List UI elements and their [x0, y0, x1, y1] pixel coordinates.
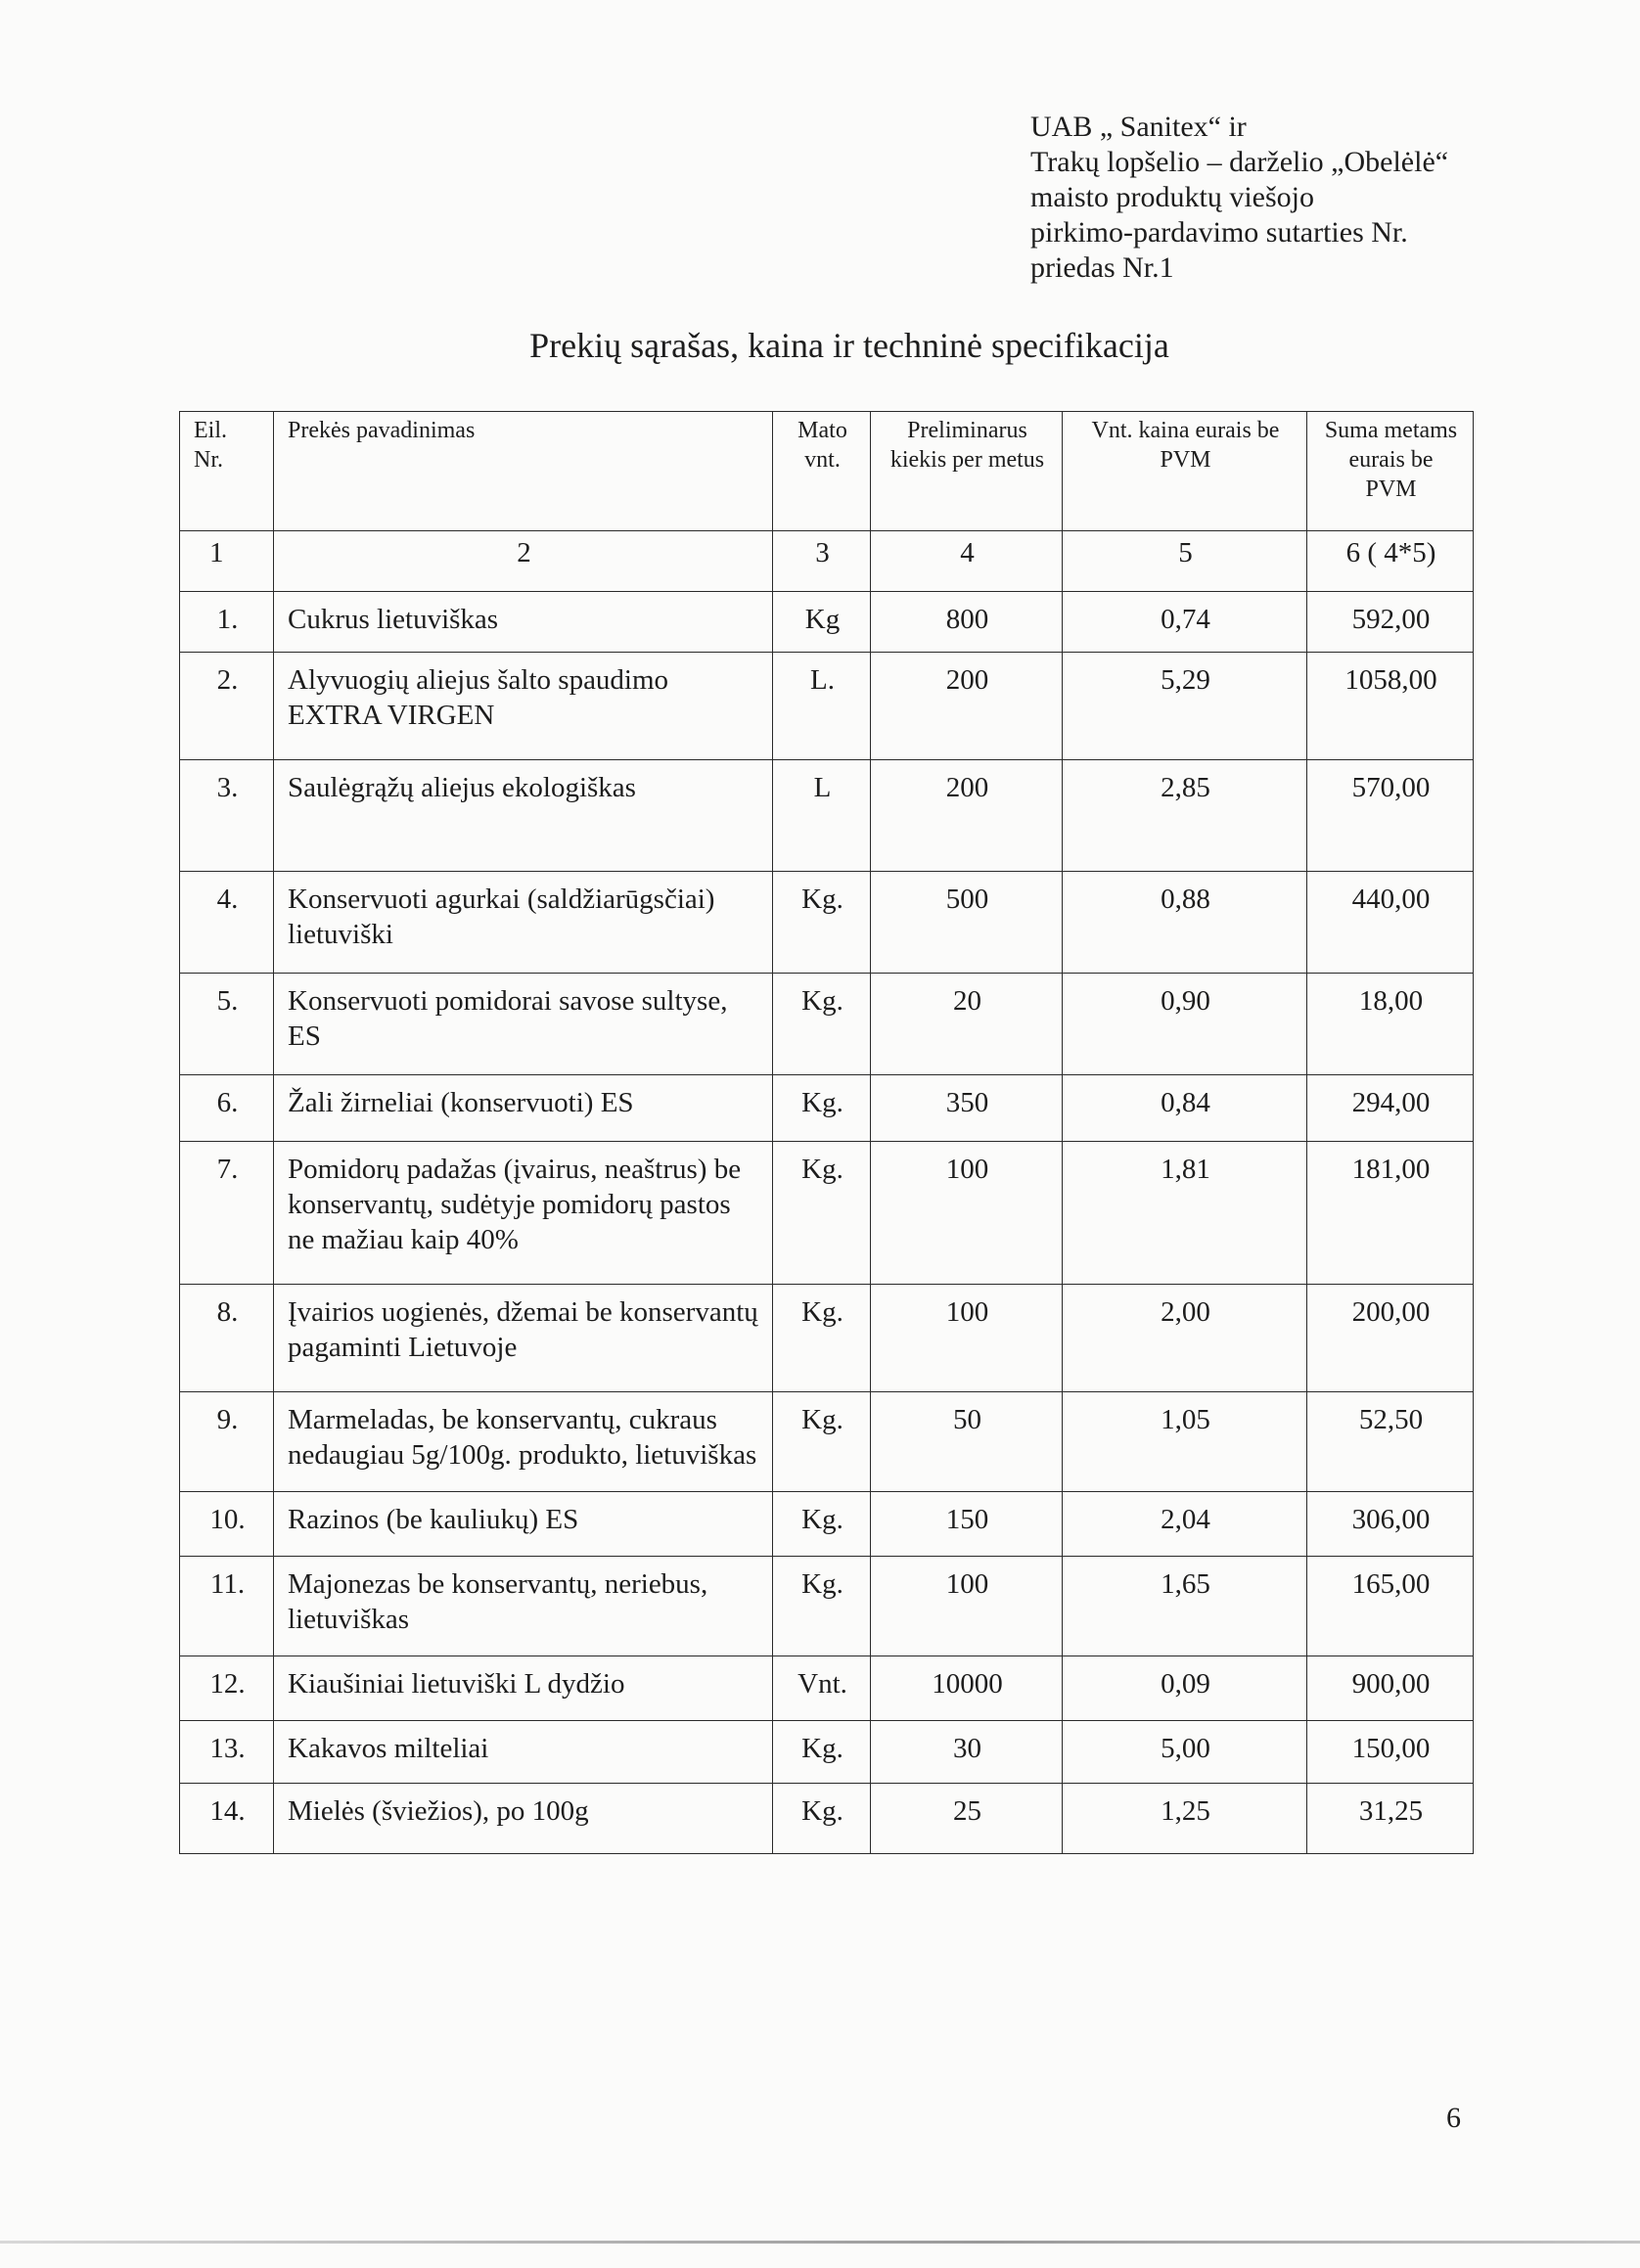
unit-of-measure: L.: [773, 653, 871, 760]
annual-sum: 592,00: [1307, 592, 1474, 653]
column-number: 1: [180, 531, 274, 592]
annual-sum: 31,25: [1307, 1784, 1474, 1854]
preliminary-quantity: 100: [871, 1557, 1063, 1656]
product-name: Žali žirneliai (konservuoti) ES: [274, 1075, 773, 1142]
annual-sum: 1058,00: [1307, 653, 1474, 760]
table-row: [180, 1075, 1474, 1142]
row-number: 4.: [180, 872, 274, 974]
unit-of-measure: Kg.: [773, 1721, 871, 1784]
column-number: 3: [773, 531, 871, 592]
annual-sum: 294,00: [1307, 1075, 1474, 1142]
product-name: Saulėgrąžų aliejus ekologiškas: [274, 760, 773, 872]
unit-of-measure: Kg.: [773, 1392, 871, 1492]
unit-price: 2,85: [1063, 760, 1307, 872]
unit-price: 0,84: [1063, 1075, 1307, 1142]
annual-sum: 52,50: [1307, 1392, 1474, 1492]
product-name: Konservuoti agurkai (saldžiarūgsčiai) lietuviški: [274, 872, 773, 974]
column-number: 2: [274, 531, 773, 592]
preliminary-quantity: 350: [871, 1075, 1063, 1142]
table-row: [180, 1721, 1474, 1784]
table-row: [180, 592, 1474, 653]
header-price: Vnt. kaina eurais be PVM: [1063, 412, 1307, 531]
row-number: 2.: [180, 653, 274, 760]
row-number: 7.: [180, 1142, 274, 1285]
preliminary-quantity: 150: [871, 1492, 1063, 1557]
table-row: [180, 1656, 1474, 1721]
preliminary-quantity: 10000: [871, 1656, 1063, 1721]
table-row: [180, 760, 1474, 872]
preliminary-quantity: 50: [871, 1392, 1063, 1492]
annual-sum: 200,00: [1307, 1285, 1474, 1392]
annual-sum: 570,00: [1307, 760, 1474, 872]
annual-sum: 18,00: [1307, 974, 1474, 1075]
table-header-row: [180, 412, 1474, 531]
unit-price: 0,74: [1063, 592, 1307, 653]
header-line: UAB „ Sanitex“ ir: [1030, 111, 1247, 143]
column-number: 6 ( 4*5): [1307, 531, 1474, 592]
table-row: [180, 1557, 1474, 1656]
row-number: 6.: [180, 1075, 274, 1142]
unit-price: 1,81: [1063, 1142, 1307, 1285]
preliminary-quantity: 30: [871, 1721, 1063, 1784]
annual-sum: 440,00: [1307, 872, 1474, 974]
product-name: Įvairios uogienės, džemai be konservantų pagaminti Lietuvoje: [274, 1285, 773, 1392]
preliminary-quantity: 20: [871, 974, 1063, 1075]
preliminary-quantity: 500: [871, 872, 1063, 974]
product-name: Konservuoti pomidorai savose sultyse, ES: [274, 974, 773, 1075]
unit-price: 1,65: [1063, 1557, 1307, 1656]
product-name: Kakavos milteliai: [274, 1721, 773, 1784]
column-number: 4: [871, 531, 1063, 592]
preliminary-quantity: 200: [871, 760, 1063, 872]
product-name: Mielės (šviežios), po 100g: [274, 1784, 773, 1854]
header-name: Prekės pavadinimas: [274, 412, 773, 531]
row-number: 14.: [180, 1784, 274, 1854]
unit-price: 0,88: [1063, 872, 1307, 974]
unit-price: 1,25: [1063, 1784, 1307, 1854]
row-number: 12.: [180, 1656, 274, 1721]
column-number-row: [180, 531, 1474, 592]
specification-table: [179, 411, 1474, 1854]
annual-sum: 900,00: [1307, 1656, 1474, 1721]
unit-price: 2,04: [1063, 1492, 1307, 1557]
preliminary-quantity: 25: [871, 1784, 1063, 1854]
page-number: 6: [1446, 2102, 1461, 2134]
row-number: 9.: [180, 1392, 274, 1492]
annual-sum: 181,00: [1307, 1142, 1474, 1285]
header-sum: Suma metams eurais be PVM: [1307, 412, 1474, 531]
column-number: 5: [1063, 531, 1307, 592]
product-name: Majonezas be konservantų, neriebus, lietuviškas: [274, 1557, 773, 1656]
unit-of-measure: L: [773, 760, 871, 872]
preliminary-quantity: 800: [871, 592, 1063, 653]
table-row: [180, 974, 1474, 1075]
header-line: pirkimo-pardavimo sutarties Nr.: [1030, 216, 1408, 249]
unit-price: 2,00: [1063, 1285, 1307, 1392]
annual-sum: 165,00: [1307, 1557, 1474, 1656]
unit-price: 1,05: [1063, 1392, 1307, 1492]
unit-of-measure: Kg.: [773, 1285, 871, 1392]
unit-of-measure: Kg.: [773, 974, 871, 1075]
document-header: [1030, 110, 1448, 286]
table-row: [180, 653, 1474, 760]
unit-of-measure: Kg.: [773, 1492, 871, 1557]
preliminary-quantity: 200: [871, 653, 1063, 760]
unit-of-measure: Kg.: [773, 1784, 871, 1854]
row-number: 1.: [180, 592, 274, 653]
unit-price: 5,00: [1063, 1721, 1307, 1784]
row-number: 8.: [180, 1285, 274, 1392]
unit-price: 5,29: [1063, 653, 1307, 760]
row-number: 11.: [180, 1557, 274, 1656]
product-name: Pomidorų padažas (įvairus, neaštrus) be konservantų, sudėtyje pomidorų pastos ne mažiau kaip 40%: [274, 1142, 773, 1285]
annual-sum: 150,00: [1307, 1721, 1474, 1784]
preliminary-quantity: 100: [871, 1142, 1063, 1285]
header-line: Trakų lopšelio – darželio „Obelėlė“: [1030, 146, 1449, 178]
preliminary-quantity: 100: [871, 1285, 1063, 1392]
row-number: 10.: [180, 1492, 274, 1557]
row-number: 3.: [180, 760, 274, 872]
annual-sum: 306,00: [1307, 1492, 1474, 1557]
page-title: Prekių sąrašas, kaina ir techninė specifikacija: [529, 326, 1169, 365]
table-row: [180, 1285, 1474, 1392]
unit-of-measure: Kg: [773, 592, 871, 653]
unit-of-measure: Kg.: [773, 1142, 871, 1285]
unit-of-measure: Kg.: [773, 1557, 871, 1656]
table-row: [180, 1784, 1474, 1854]
table-row: [180, 1492, 1474, 1557]
row-number: 13.: [180, 1721, 274, 1784]
product-name: Kiaušiniai lietuviški L dydžio: [274, 1656, 773, 1721]
table-row: [180, 1392, 1474, 1492]
header-line: maisto produktų viešojo: [1030, 181, 1314, 213]
row-number: 5.: [180, 974, 274, 1075]
header-line: priedas Nr.1: [1030, 251, 1174, 284]
unit-price: 0,90: [1063, 974, 1307, 1075]
product-name: Cukrus lietuviškas: [274, 592, 773, 653]
table-row: [180, 1142, 1474, 1285]
table-row: [180, 872, 1474, 974]
product-name: Alyvuogių aliejus šalto spaudimo EXTRA VIRGEN: [274, 653, 773, 760]
product-name: Razinos (be kauliukų) ES: [274, 1492, 773, 1557]
unit-of-measure: Kg.: [773, 872, 871, 974]
unit-of-measure: Kg.: [773, 1075, 871, 1142]
unit-price: 0,09: [1063, 1656, 1307, 1721]
header-unit: Mato vnt.: [773, 412, 871, 531]
unit-of-measure: Vnt.: [773, 1656, 871, 1721]
product-name: Marmeladas, be konservantų, cukraus nedaugiau 5g/100g. produkto, lietuviškas: [274, 1392, 773, 1492]
header-nr: Eil. Nr.: [180, 412, 274, 531]
header-qty: Preliminarus kiekis per metus: [871, 412, 1063, 531]
scan-edge-line: [0, 2241, 1640, 2244]
